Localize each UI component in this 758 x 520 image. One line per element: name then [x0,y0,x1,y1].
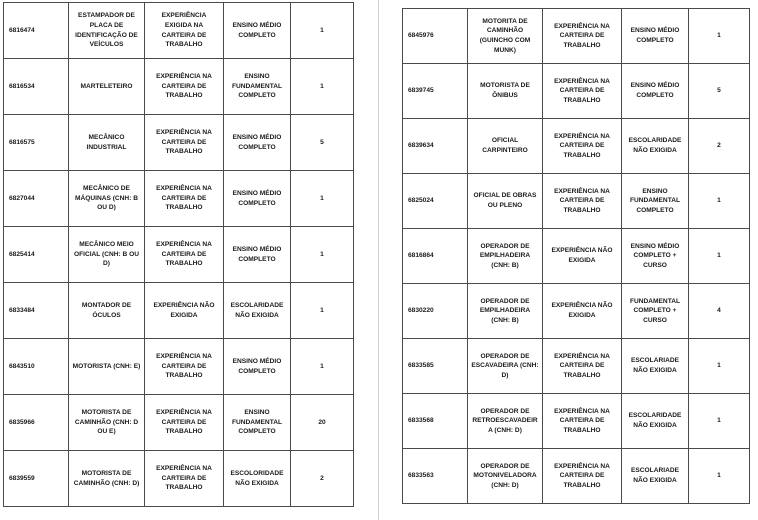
job-title-cell: MOTORITA DE CAMINHÃO (GUINCHO COM MUNK) [468,9,543,64]
education-requirement-cell: FUNDAMENTAL COMPLETO + CURSO [622,284,689,339]
job-title-cell: ESTAMPADOR DE PLACA DE IDENTIFICAÇÃO DE VEÍCULOS [69,3,145,59]
job-title-cell: OPERADOR DE MOTONIVELADORA (CNH: D) [468,449,543,504]
education-requirement-cell: ESCOLARIDADE NÃO EXIGIDA [622,119,689,174]
vacancies-count-cell: 5 [689,64,750,119]
experience-requirement-cell: EXPERIÊNCIA NA CARTEIRA DE TRABALHO [145,451,224,507]
job-row [4,283,354,339]
job-row [4,171,354,227]
job-code-cell: 6825024 [403,174,468,229]
education-requirement-cell: ENSINO MÉDIO COMPLETO [224,227,291,283]
vacancies-count-cell: 1 [689,9,750,64]
education-requirement-cell: ENSINO MÉDIO COMPLETO [224,339,291,395]
job-row [403,9,750,64]
experience-requirement-cell: EXPERIÊNCIA NA CARTEIRA DE TRABALHO [543,394,622,449]
job-title-cell: MOTORISTA DE CAMINHÃO (CNH: D) [69,451,145,507]
experience-requirement-cell: EXPERIÊNCIA NÃO EXIGIDA [543,284,622,339]
vacancies-count-cell: 1 [291,283,354,339]
job-code-cell: 6839634 [403,119,468,174]
education-requirement-cell: ESCOLARIDADE NÃO EXIGIDA [224,283,291,339]
job-row [4,3,354,59]
education-requirement-cell: ENSINO MÉDIO COMPLETO + CURSO [622,229,689,284]
education-requirement-cell: ESCOLARIDADE NÃO EXIGIDA [622,394,689,449]
job-table-left-body [4,3,354,507]
job-title-cell: OFICIAL CARPINTEIRO [468,119,543,174]
vacancies-count-cell: 1 [291,3,354,59]
job-code-cell: 6843510 [4,339,69,395]
job-title-cell: OPERADOR DE EMPILHADEIRA (CNH: B) [468,284,543,339]
vacancies-count-cell: 1 [291,227,354,283]
vacancies-count-cell: 1 [291,171,354,227]
education-requirement-cell: ENSINO FUNDAMENTAL COMPLETO [224,59,291,115]
job-title-cell: MOTORISTA DE CAMINHÃO (CNH: D OU E) [69,395,145,451]
job-row [403,339,750,394]
education-requirement-cell: ENSINO MÉDIO COMPLETO [622,9,689,64]
job-code-cell: 6825414 [4,227,69,283]
vacancies-count-cell: 2 [291,451,354,507]
experience-requirement-cell: EXPERIÊNCIA NA CARTEIRA DE TRABALHO [145,115,224,171]
job-row [403,64,750,119]
education-requirement-cell: ENSINO FUNDAMENTAL COMPLETO [622,174,689,229]
job-code-cell: 6833585 [403,339,468,394]
page-divider [378,0,379,520]
job-code-cell: 6827044 [4,171,69,227]
job-row [403,174,750,229]
job-table-left [3,2,354,507]
job-code-cell: 6833568 [403,394,468,449]
job-code-cell: 6835966 [4,395,69,451]
job-title-cell: MOTORISTA DE ÔNIBUS [468,64,543,119]
vacancies-count-cell: 20 [291,395,354,451]
job-title-cell: OPERADOR DE ESCAVADEIRA (CNH: D) [468,339,543,394]
job-table-right [402,8,750,504]
job-row [403,449,750,504]
experience-requirement-cell: EXPERIÊNCIA NA CARTEIRA DE TRABALHO [543,174,622,229]
vacancies-count-cell: 1 [689,229,750,284]
experience-requirement-cell: EXPERIÊNCIA NA CARTEIRA DE TRABALHO [543,449,622,504]
job-code-cell: 6833563 [403,449,468,504]
job-row [403,394,750,449]
job-code-cell: 6839745 [403,64,468,119]
experience-requirement-cell: EXPERIÊNCIA NA CARTEIRA DE TRABALHO [145,171,224,227]
experience-requirement-cell: EXPERIÊNCIA NA CARTEIRA DE TRABALHO [543,64,622,119]
job-code-cell: 6816534 [4,59,69,115]
job-title-cell: MECÂNICO MEIO OFICIAL (CNH: B OU D) [69,227,145,283]
education-requirement-cell: ENSINO FUNDAMENTAL COMPLETO [224,395,291,451]
vacancies-count-cell: 1 [689,339,750,394]
experience-requirement-cell: EXPERIÊNCIA NA CARTEIRA DE TRABALHO [543,339,622,394]
job-code-cell: 6816864 [403,229,468,284]
experience-requirement-cell: EXPERIÊNCIA NÃO EXIGIDA [145,283,224,339]
education-requirement-cell: ESCOLARIADE NÃO EXIGIDA [622,449,689,504]
job-code-cell: 6845976 [403,9,468,64]
job-row [403,284,750,339]
job-row [4,59,354,115]
vacancies-count-cell: 1 [689,174,750,229]
education-requirement-cell: ESCOLORIDADE NÃO EXIGIDA [224,451,291,507]
job-title-cell: MECÂNICO INDUSTRIAL [69,115,145,171]
job-row [4,395,354,451]
experience-requirement-cell: EXPERIÊNCIA NA CARTEIRA DE TRABALHO [145,395,224,451]
job-row [4,451,354,507]
experience-requirement-cell: EXPERIÊNCIA EXIGIDA NA CARTEIRA DE TRABALHO [145,3,224,59]
job-code-cell: 6833484 [4,283,69,339]
job-row [4,115,354,171]
job-row [4,227,354,283]
vacancies-count-cell: 5 [291,115,354,171]
education-requirement-cell: ENSINO MÉDIO COMPLETO [224,115,291,171]
job-title-cell: MONTADOR DE ÓCULOS [69,283,145,339]
job-row [403,229,750,284]
job-code-cell: 6830220 [403,284,468,339]
education-requirement-cell: ENSINO MÉDIO COMPLETO [622,64,689,119]
vacancies-count-cell: 1 [291,339,354,395]
experience-requirement-cell: EXPERIÊNCIA NA CARTEIRA DE TRABALHO [543,119,622,174]
job-title-cell: OPERADOR DE EMPILHADEIRA (CNH: B) [468,229,543,284]
experience-requirement-cell: EXPERIÊNCIA NA CARTEIRA DE TRABALHO [145,227,224,283]
education-requirement-cell: ESCOLARIADE NÃO EXIGIDA [622,339,689,394]
experience-requirement-cell: EXPERIÊNCIA NA CARTEIRA DE TRABALHO [145,339,224,395]
education-requirement-cell: ENSINO MÉDIO COMPLETO [224,3,291,59]
job-row [403,119,750,174]
job-row [4,339,354,395]
education-requirement-cell: ENSINO MÉDIO COMPLETO [224,171,291,227]
vacancies-count-cell: 1 [689,449,750,504]
job-title-cell: MECÂNICO DE MÁQUINAS (CNH: B OU D) [69,171,145,227]
job-title-cell: MARTELETEIRO [69,59,145,115]
vacancies-count-cell: 1 [689,394,750,449]
vacancies-count-cell: 1 [291,59,354,115]
experience-requirement-cell: EXPERIÊNCIA NA CARTEIRA DE TRABALHO [145,59,224,115]
experience-requirement-cell: EXPERIÊNCIA NÃO EXIGIDA [543,229,622,284]
job-title-cell: OFICIAL DE OBRAS OU PLENO [468,174,543,229]
job-code-cell: 6816575 [4,115,69,171]
vacancies-count-cell: 4 [689,284,750,339]
job-title-cell: MOTORISTA (CNH: E) [69,339,145,395]
job-table-right-body [403,9,750,504]
job-title-cell: OPERADOR DE RETROESCAVADEIRA (CNH: D) [468,394,543,449]
job-code-cell: 6839559 [4,451,69,507]
job-code-cell: 6816474 [4,3,69,59]
vacancies-count-cell: 2 [689,119,750,174]
experience-requirement-cell: EXPERIÊNCIA NA CARTEIRA DE TRABALHO [543,9,622,64]
